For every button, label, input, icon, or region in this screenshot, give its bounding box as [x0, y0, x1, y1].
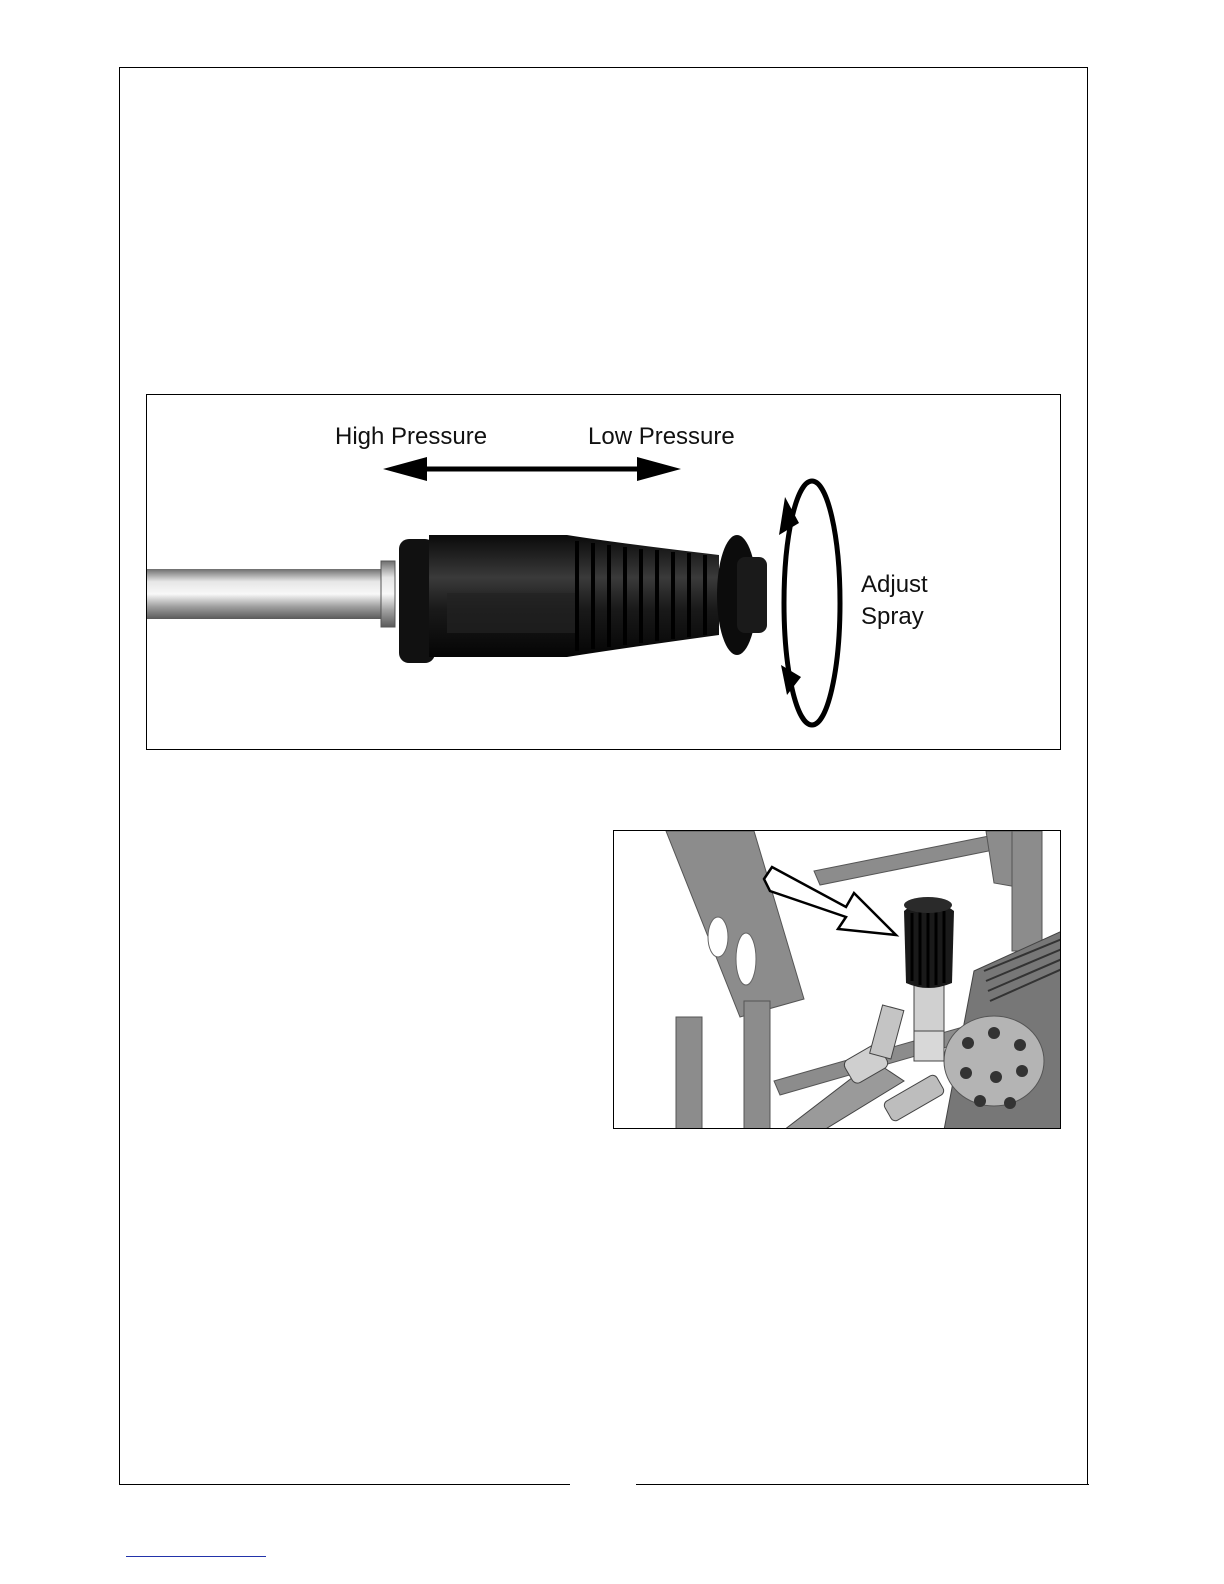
rotation-arrow	[779, 481, 840, 725]
low-pressure-label: Low Pressure	[588, 423, 735, 450]
adjust-spray-label	[861, 569, 928, 633]
pump-photo-illustration	[614, 831, 1061, 1129]
bottom-rule-left	[119, 1484, 570, 1485]
high-pressure-label: High Pressure	[335, 423, 488, 450]
bottom-rule-right	[636, 1484, 1089, 1485]
nozzle-adjust-figure	[146, 394, 1061, 750]
adjust-label-line1: Adjust	[861, 571, 928, 598]
page-border	[119, 67, 1088, 1485]
adjust-label-line2: Spray	[861, 603, 924, 630]
footer-link-underline[interactable]	[126, 1556, 266, 1557]
pressure-double-arrow	[383, 457, 681, 481]
pump-regulator-figure	[613, 830, 1061, 1129]
steel-lance	[147, 569, 387, 619]
